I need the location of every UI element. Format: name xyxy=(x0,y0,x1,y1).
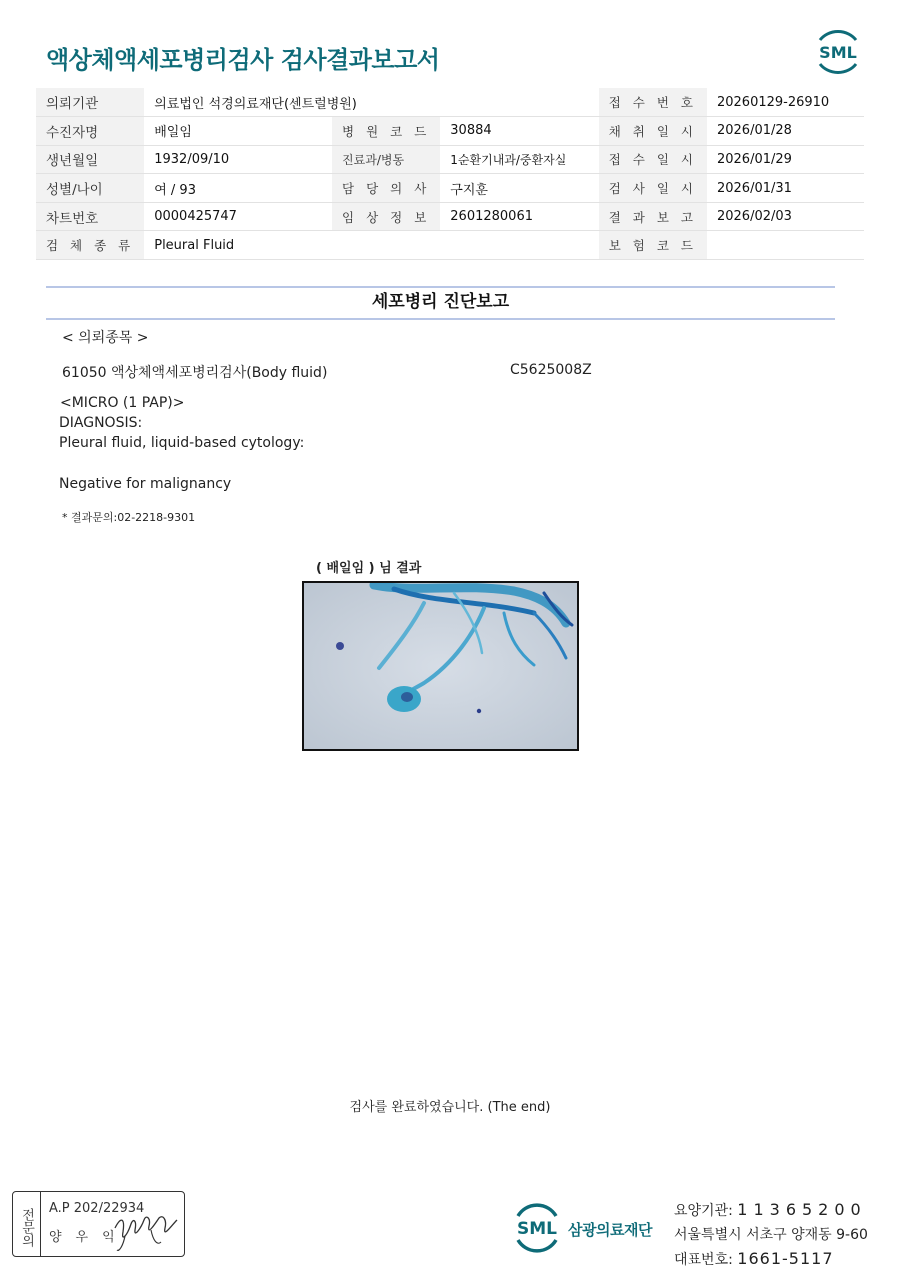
specimen-type-value: Pleural Fluid xyxy=(144,231,599,260)
diagnosis-label: DIAGNOSIS: xyxy=(59,415,143,431)
patient-info-table xyxy=(36,88,864,260)
request-items-header: < 의뢰종목 > xyxy=(62,330,149,346)
info-row xyxy=(36,117,864,146)
specialist-stamp xyxy=(12,1191,185,1257)
insurance-code-value xyxy=(707,231,864,260)
sex-age-value: 여 / 93 xyxy=(144,174,332,203)
hospital-code-label: 병 원 코 드 xyxy=(332,117,440,146)
department-ward-label: 진료과/병동 xyxy=(332,145,440,174)
micro-line: <MICRO (1 PAP)> xyxy=(60,395,185,411)
micrograph-image xyxy=(304,583,577,749)
patient-name-value: 배일임 xyxy=(144,117,332,146)
collection-date-label: 채 취 일 시 xyxy=(599,117,707,146)
stamp-ap-number: A.P 202/22934 xyxy=(49,1201,145,1216)
phone-line xyxy=(674,1247,868,1271)
section-title: 세포병리 진단보고 xyxy=(371,292,510,312)
result-report-label: 결 과 보 고 xyxy=(599,202,707,231)
info-row xyxy=(36,145,864,174)
attending-physician-label: 담 당 의 사 xyxy=(332,174,440,203)
hospital-code-value: 30884 xyxy=(440,117,598,146)
sml-logo-icon xyxy=(812,28,864,76)
receipt-date-label: 접 수 일 시 xyxy=(599,145,707,174)
test-insurance-code: C5625008Z xyxy=(510,362,592,378)
test-date-label: 검 사 일 시 xyxy=(599,174,707,203)
bottom-logo-text: SML xyxy=(517,1219,557,1239)
requesting-institution-value: 의료법인 석경의료재단(센트럴병원) xyxy=(144,88,599,117)
requesting-institution-label: 의뢰기관 xyxy=(36,88,144,117)
chart-number-value: 0000425747 xyxy=(144,202,332,231)
signature-icon xyxy=(111,1206,183,1254)
result-report-value: 2026/02/03 xyxy=(707,202,864,231)
report-title: 액상체액세포병리검사 검사결과보고서 xyxy=(46,46,440,74)
info-row xyxy=(36,174,864,203)
result-inquiry: * 결과문의:02-2218-9301 xyxy=(62,511,196,524)
attending-physician-value: 구지훈 xyxy=(440,174,598,203)
test-code-name: 61050 액상체액세포병리검사(Body fluid) xyxy=(62,365,328,381)
birth-date-value: 1932/09/10 xyxy=(144,145,332,174)
samkwang-logo-icon xyxy=(510,1198,564,1256)
institution-label: 요양기관: xyxy=(674,1203,733,1219)
end-text: 검사를 완료하였습니다. (The end) xyxy=(349,1100,551,1115)
patient-name-label: 수진자명 xyxy=(36,117,144,146)
section-header xyxy=(46,286,835,320)
collection-date-value: 2026/01/28 xyxy=(707,117,864,146)
address-line: 서울특별시 서초구 양재동 9-60 xyxy=(674,1227,868,1243)
cytology-micrograph xyxy=(302,581,579,751)
top-logo-text: SML xyxy=(819,43,857,62)
stamp-doctor-name: 양우익 xyxy=(49,1230,129,1245)
diagnosis-conclusion: Negative for malignancy xyxy=(59,476,232,492)
info-row xyxy=(36,231,864,260)
organization-name: 삼광의료재단 xyxy=(568,1221,652,1239)
info-row xyxy=(36,202,864,231)
specimen-type-label: 검 체 종 류 xyxy=(36,231,144,260)
institution-code: 11365200 xyxy=(737,1200,867,1219)
department-ward-value: 1순환기내과/중환자실 xyxy=(440,145,598,174)
insurance-code-label: 보 험 코 드 xyxy=(599,231,707,260)
stamp-side-label: 전문의 xyxy=(13,1192,41,1256)
birth-date-label: 생년월일 xyxy=(36,145,144,174)
sex-age-label: 성별/나이 xyxy=(36,174,144,203)
institution-line xyxy=(674,1198,868,1223)
specimen-line: Pleural fluid, liquid-based cytology: xyxy=(59,435,305,451)
test-date-value: 2026/01/31 xyxy=(707,174,864,203)
image-caption: ( 배일임 ) 님 결과 xyxy=(316,561,422,576)
clinical-info-value: 2601280061 xyxy=(440,202,598,231)
clinical-info-label: 임 상 정 보 xyxy=(332,202,440,231)
info-row xyxy=(36,88,864,117)
chart-number-label: 차트번호 xyxy=(36,202,144,231)
receipt-date-value: 2026/01/29 xyxy=(707,145,864,174)
accession-number-value: 20260129-26910 xyxy=(707,88,864,117)
phone-label: 대표번호: xyxy=(674,1252,733,1268)
phone-number: 1661-5117 xyxy=(737,1249,834,1268)
organization-info xyxy=(674,1198,868,1271)
accession-number-label: 접 수 번 호 xyxy=(599,88,707,117)
